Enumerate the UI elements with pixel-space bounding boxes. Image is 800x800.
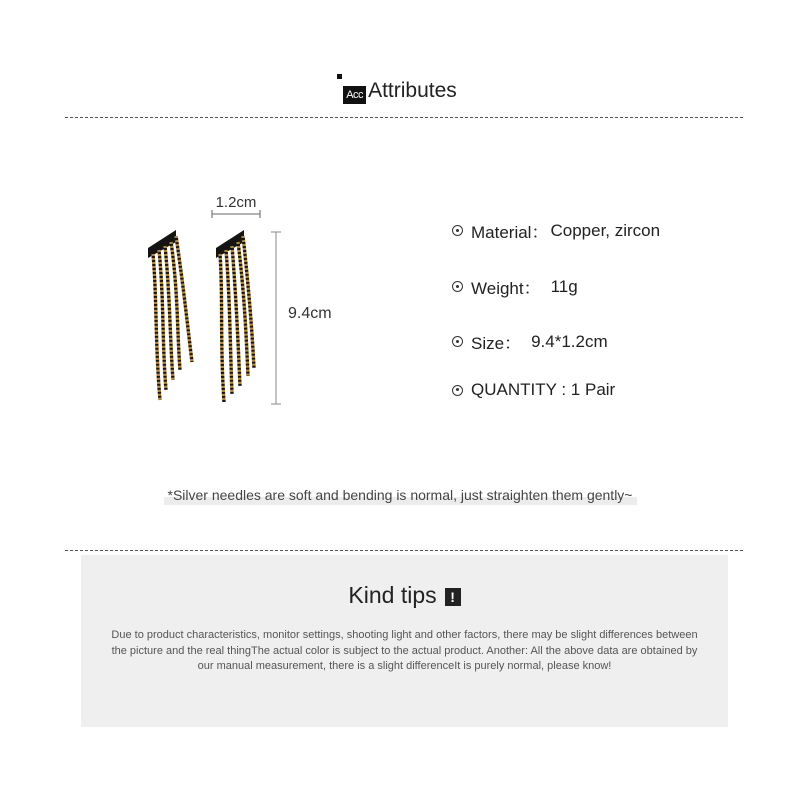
earring-left: [148, 230, 192, 400]
spec-weight: [452, 274, 578, 299]
width-label: 1.2cm: [215, 194, 257, 211]
bullet-circle-icon: [452, 336, 463, 347]
spec-size: [452, 329, 608, 354]
kind-tips-heading: [81, 582, 728, 609]
height-dimension: [271, 232, 332, 404]
spec-label: Material：: [471, 223, 549, 242]
care-note-text: *Silver needles are soft and bending is normal, just straighten them gently~: [164, 485, 637, 505]
header-inner: [343, 78, 457, 104]
kind-tips-title: Kind tips: [348, 582, 437, 608]
logo-dot-icon: [337, 74, 342, 79]
spec-label: Size：: [471, 334, 522, 353]
spec-value: 11g: [550, 276, 578, 296]
earrings-image: [140, 190, 360, 420]
logo-badge: Acc: [343, 86, 366, 104]
section-title: Attributes: [368, 79, 457, 102]
height-label: 9.4cm: [288, 305, 332, 322]
bullet-circle-icon: [452, 225, 463, 236]
kind-tips-panel: [81, 555, 728, 727]
kind-tips-text: Due to product characteristics, monitor settings, shooting light and other factors, there may be slight differences between the picture and the real thingThe actual color is subject to the actual product. Another: All the above data are obtained by our manual measurement, there is a slight differenceIt is purely normal, please know!: [111, 629, 698, 672]
section-header: [0, 78, 800, 104]
spec-quantity: [452, 380, 615, 400]
bullet-circle-icon: [452, 281, 463, 292]
divider-middle: [65, 550, 743, 551]
care-note: [0, 485, 800, 505]
spec-material: [452, 218, 660, 243]
earring-right: [216, 230, 254, 402]
exclamation-icon: !: [445, 588, 461, 606]
spec-value: 9.4*1.2cm: [531, 331, 608, 351]
divider-top: [65, 117, 743, 118]
bullet-circle-icon: [452, 385, 463, 396]
spec-label: Weight：: [471, 279, 541, 298]
spec-value: Copper, zircon: [550, 220, 661, 240]
spec-label: QUANTITY : 1 Pair: [471, 380, 616, 399]
width-dimension: [212, 194, 260, 218]
